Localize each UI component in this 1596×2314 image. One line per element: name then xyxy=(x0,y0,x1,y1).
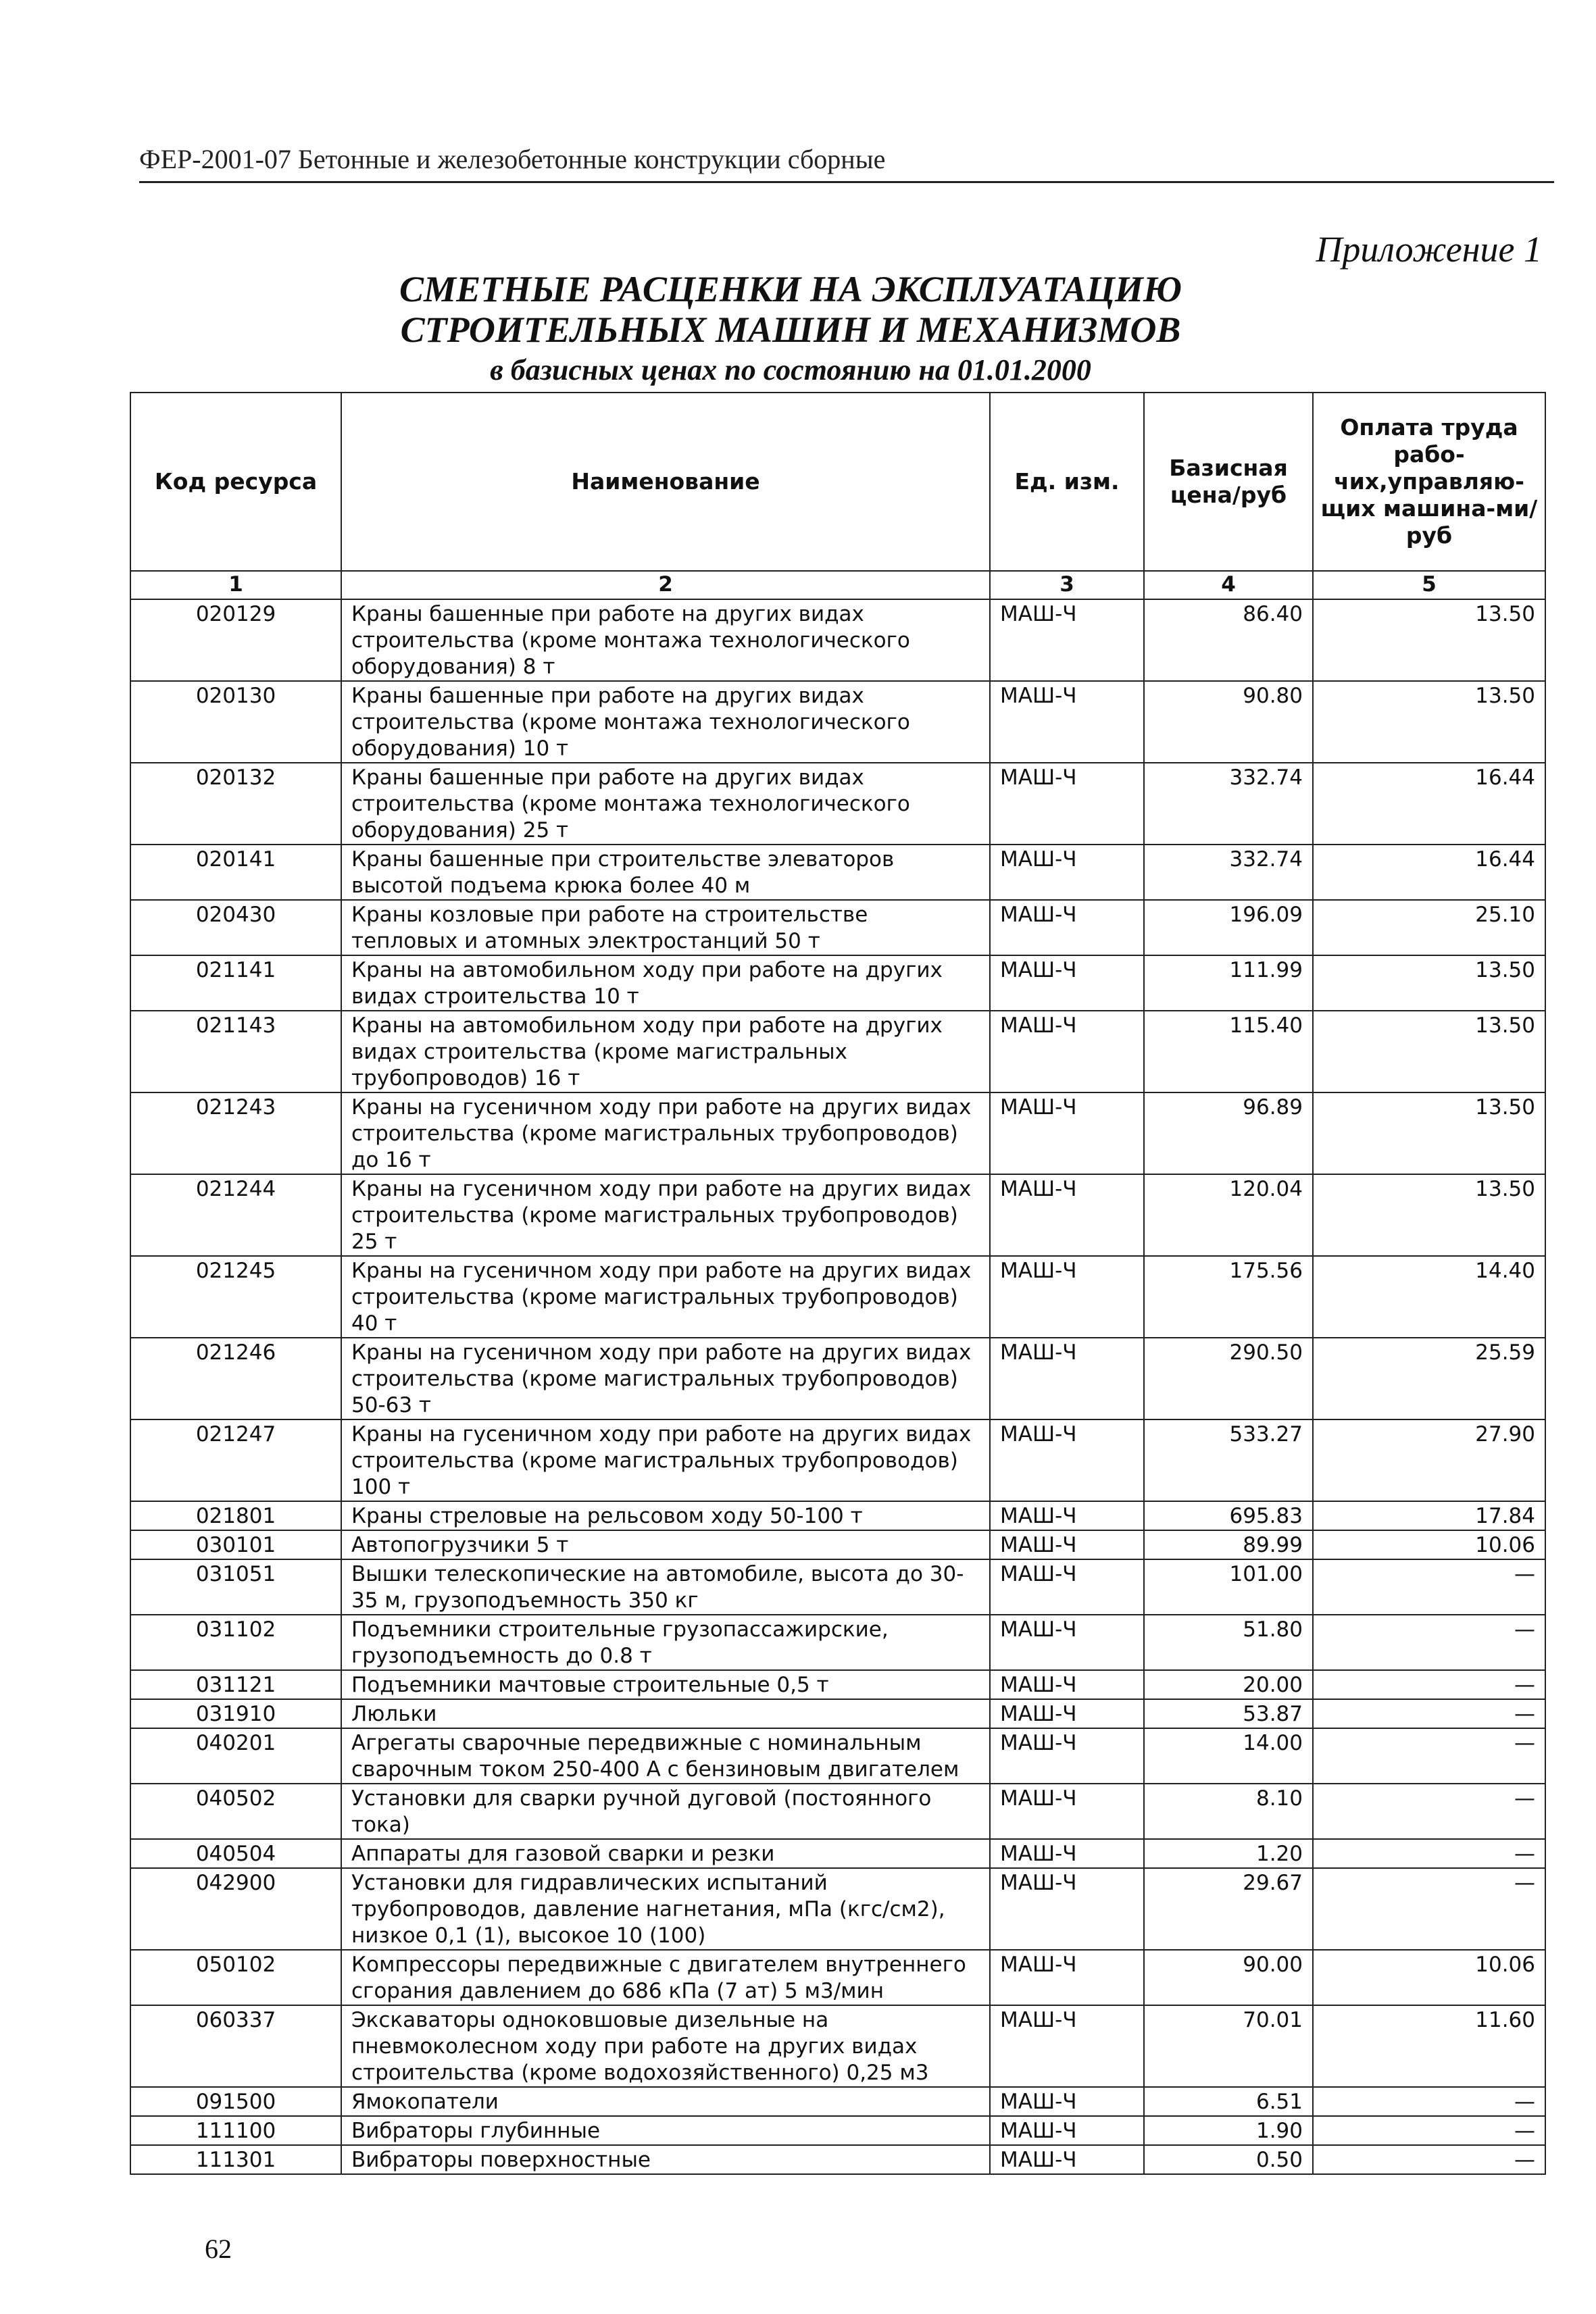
resource-name-cell: Краны башенные при строительстве элеваторов высотой подъема крюка более 40 м xyxy=(341,845,990,900)
resource-name-cell: Краны башенные при работе на других видах строительства (кроме монтажа технологического оборудования) 10 т xyxy=(341,681,990,763)
base-price-cell: 89.99 xyxy=(1144,1530,1313,1559)
resource-code-cell: 020132 xyxy=(130,763,341,845)
col-header-price: Базисная цена/руб xyxy=(1144,393,1313,571)
table-row xyxy=(130,1615,1545,1670)
resource-code-cell: 020430 xyxy=(130,900,341,955)
col-header-code: Код ресурса xyxy=(130,393,341,571)
unit-cell: МАШ-Ч xyxy=(990,1530,1144,1559)
table-row xyxy=(130,900,1545,955)
resource-name-cell: Агрегаты сварочные передвижные с номинальным сварочным током 250-400 А с бензиновым двигателем xyxy=(341,1728,990,1784)
page-number: 62 xyxy=(205,2234,232,2264)
operator-wage-cell: 13.50 xyxy=(1313,599,1545,681)
unit-cell: МАШ-Ч xyxy=(990,1419,1144,1501)
col-number: 5 xyxy=(1313,571,1545,599)
operator-wage-cell: 25.10 xyxy=(1313,900,1545,955)
base-price-cell: 111.99 xyxy=(1144,955,1313,1011)
resource-name-cell: Краны козловые при работе на строительстве тепловых и атомных электростанций 50 т xyxy=(341,900,990,955)
resource-name-cell: Вышки телескопические на автомобиле, высота до 30-35 м, грузоподъемность 350 кг xyxy=(341,1559,990,1615)
unit-cell: МАШ-Ч xyxy=(990,900,1144,955)
unit-cell: МАШ-Ч xyxy=(990,845,1144,900)
resource-code-cell: 031102 xyxy=(130,1615,341,1670)
unit-cell: МАШ-Ч xyxy=(990,1699,1144,1728)
resource-name-cell: Установки для гидравлических испытаний трубопроводов, давление нагнетания, мПа (кгс/см2), низкое 0,1 (1), высокое 10 (100) xyxy=(341,1868,990,1950)
base-price-cell: 1.90 xyxy=(1144,2116,1313,2145)
resource-name-cell: Краны на гусеничном ходу при работе на других видах строительства (кроме магистральных трубопроводов) 40 т xyxy=(341,1256,990,1338)
header-rule xyxy=(139,181,1554,183)
resource-code-cell: 050102 xyxy=(130,1950,341,2005)
unit-cell: МАШ-Ч xyxy=(990,1011,1144,1092)
unit-cell: МАШ-Ч xyxy=(990,1728,1144,1784)
column-number-row xyxy=(130,571,1545,599)
table-row xyxy=(130,1419,1545,1501)
base-price-cell: 51.80 xyxy=(1144,1615,1313,1670)
resource-code-cell: 040502 xyxy=(130,1784,341,1839)
operator-wage-cell: — xyxy=(1313,2087,1545,2116)
unit-cell: МАШ-Ч xyxy=(990,1174,1144,1256)
base-price-cell: 8.10 xyxy=(1144,1784,1313,1839)
base-price-cell: 86.40 xyxy=(1144,599,1313,681)
unit-cell: МАШ-Ч xyxy=(990,1559,1144,1615)
col-number: 1 xyxy=(130,571,341,599)
operator-wage-cell: 13.50 xyxy=(1313,1092,1545,1174)
resource-code-cell: 030101 xyxy=(130,1530,341,1559)
col-header-unit: Ед. изм. xyxy=(990,393,1144,571)
resource-name-cell: Краны на автомобильном ходу при работе на других видах строительства 10 т xyxy=(341,955,990,1011)
base-price-cell: 101.00 xyxy=(1144,1559,1313,1615)
table-row xyxy=(130,955,1545,1011)
table-row xyxy=(130,681,1545,763)
resource-name-cell: Краны на гусеничном ходу при работе на других видах строительства (кроме магистральных трубопроводов) до 16 т xyxy=(341,1092,990,1174)
table-row xyxy=(130,1174,1545,1256)
operator-wage-cell: 13.50 xyxy=(1313,1011,1545,1092)
col-number: 4 xyxy=(1144,571,1313,599)
resource-name-cell: Вибраторы глубинные xyxy=(341,2116,990,2145)
resource-name-cell: Краны стреловые на рельсовом ходу 50-100 т xyxy=(341,1501,990,1530)
base-price-cell: 1.20 xyxy=(1144,1839,1313,1868)
unit-cell: МАШ-Ч xyxy=(990,681,1144,763)
resource-code-cell: 021143 xyxy=(130,1011,341,1092)
base-price-cell: 533.27 xyxy=(1144,1419,1313,1501)
unit-cell: МАШ-Ч xyxy=(990,1670,1144,1699)
col-number: 3 xyxy=(990,571,1144,599)
resource-name-cell: Экскаваторы одноковшовые дизельные на пневмоколесном ходу при работе на других видах строительства (кроме водохозяйственного) 0,25 м3 xyxy=(341,2005,990,2087)
base-price-cell: 53.87 xyxy=(1144,1699,1313,1728)
document-subtitle: в базисных ценах по состоянию на 01.01.2000 xyxy=(490,353,1091,386)
unit-cell: МАШ-Ч xyxy=(990,1092,1144,1174)
base-price-cell: 0.50 xyxy=(1144,2145,1313,2174)
table-row xyxy=(130,1338,1545,1419)
col-header-name: Наименование xyxy=(341,393,990,571)
table-row xyxy=(130,1256,1545,1338)
base-price-cell: 695.83 xyxy=(1144,1501,1313,1530)
unit-cell: МАШ-Ч xyxy=(990,1784,1144,1839)
base-price-cell: 115.40 xyxy=(1144,1011,1313,1092)
base-price-cell: 175.56 xyxy=(1144,1256,1313,1338)
resource-code-cell: 040504 xyxy=(130,1839,341,1868)
title-line-2: СТРОИТЕЛЬНЫХ МАШИН И МЕХАНИЗМОВ xyxy=(400,309,1181,350)
unit-cell: МАШ-Ч xyxy=(990,1501,1144,1530)
table-row xyxy=(130,2116,1545,2145)
base-price-cell: 14.00 xyxy=(1144,1728,1313,1784)
operator-wage-cell: — xyxy=(1313,1784,1545,1839)
resource-code-cell: 020129 xyxy=(130,599,341,681)
resource-name-cell: Вибраторы поверхностные xyxy=(341,2145,990,2174)
table-row xyxy=(130,2145,1545,2174)
operator-wage-cell: 16.44 xyxy=(1313,763,1545,845)
base-price-cell: 90.00 xyxy=(1144,1950,1313,2005)
unit-cell: МАШ-Ч xyxy=(990,1868,1144,1950)
base-price-cell: 120.04 xyxy=(1144,1174,1313,1256)
operator-wage-cell: — xyxy=(1313,2145,1545,2174)
unit-cell: МАШ-Ч xyxy=(990,1950,1144,2005)
resource-code-cell: 031910 xyxy=(130,1699,341,1728)
table-row xyxy=(130,1839,1545,1868)
resource-code-cell: 091500 xyxy=(130,2087,341,2116)
unit-cell: МАШ-Ч xyxy=(990,2145,1144,2174)
table-row xyxy=(130,1784,1545,1839)
resource-name-cell: Краны башенные при работе на других видах строительства (кроме монтажа технологического оборудования) 25 т xyxy=(341,763,990,845)
operator-wage-cell: 13.50 xyxy=(1313,681,1545,763)
operator-wage-cell: 14.40 xyxy=(1313,1256,1545,1338)
resource-code-cell: 031121 xyxy=(130,1670,341,1699)
table-row xyxy=(130,1092,1545,1174)
resource-name-cell: Установки для сварки ручной дуговой (постоянного тока) xyxy=(341,1784,990,1839)
resource-code-cell: 031051 xyxy=(130,1559,341,1615)
table-header-row xyxy=(130,393,1545,571)
operator-wage-cell: 10.06 xyxy=(1313,1950,1545,2005)
resource-code-cell: 021244 xyxy=(130,1174,341,1256)
base-price-cell: 332.74 xyxy=(1144,763,1313,845)
base-price-cell: 196.09 xyxy=(1144,900,1313,955)
document-title xyxy=(162,269,1419,350)
operator-wage-cell: 13.50 xyxy=(1313,955,1545,1011)
operator-wage-cell: 13.50 xyxy=(1313,1174,1545,1256)
resource-code-cell: 060337 xyxy=(130,2005,341,2087)
table-row xyxy=(130,2005,1545,2087)
unit-cell: МАШ-Ч xyxy=(990,2005,1144,2087)
base-price-cell: 90.80 xyxy=(1144,681,1313,763)
resource-name-cell: Ямокопатели xyxy=(341,2087,990,2116)
operator-wage-cell: — xyxy=(1313,1615,1545,1670)
resource-code-cell: 020130 xyxy=(130,681,341,763)
table-row xyxy=(130,1728,1545,1784)
resource-name-cell: Краны на гусеничном ходу при работе на других видах строительства (кроме магистральных трубопроводов) 100 т xyxy=(341,1419,990,1501)
base-price-cell: 332.74 xyxy=(1144,845,1313,900)
base-price-cell: 290.50 xyxy=(1144,1338,1313,1419)
table-row xyxy=(130,1011,1545,1092)
operator-wage-cell: 10.06 xyxy=(1313,1530,1545,1559)
operator-wage-cell: — xyxy=(1313,2116,1545,2145)
running-header: ФЕР-2001-07 Бетонные и железобетонные конструкции сборные xyxy=(139,144,886,174)
table-body xyxy=(130,599,1545,2174)
unit-cell: МАШ-Ч xyxy=(990,1338,1144,1419)
resource-name-cell: Краны на гусеничном ходу при работе на других видах строительства (кроме магистральных трубопроводов) 25 т xyxy=(341,1174,990,1256)
operator-wage-cell: 27.90 xyxy=(1313,1419,1545,1501)
resource-name-cell: Люльки xyxy=(341,1699,990,1728)
base-price-cell: 29.67 xyxy=(1144,1868,1313,1950)
table-row xyxy=(130,1950,1545,2005)
table-row xyxy=(130,763,1545,845)
resource-code-cell: 021245 xyxy=(130,1256,341,1338)
resource-code-cell: 021801 xyxy=(130,1501,341,1530)
operator-wage-cell: 16.44 xyxy=(1313,845,1545,900)
table-row xyxy=(130,1670,1545,1699)
unit-cell: МАШ-Ч xyxy=(990,2087,1144,2116)
resource-name-cell: Краны башенные при работе на других видах строительства (кроме монтажа технологического оборудования) 8 т xyxy=(341,599,990,681)
table-row xyxy=(130,845,1545,900)
appendix-label: Приложение 1 xyxy=(1316,229,1542,270)
resource-code-cell: 021246 xyxy=(130,1338,341,1419)
table-row xyxy=(130,2087,1545,2116)
table-row xyxy=(130,1530,1545,1559)
resource-name-cell: Краны на гусеничном ходу при работе на других видах строительства (кроме магистральных трубопроводов) 50-63 т xyxy=(341,1338,990,1419)
operator-wage-cell: — xyxy=(1313,1699,1545,1728)
operator-wage-cell: 17.84 xyxy=(1313,1501,1545,1530)
resource-code-cell: 111301 xyxy=(130,2145,341,2174)
operator-wage-cell: — xyxy=(1313,1559,1545,1615)
base-price-cell: 70.01 xyxy=(1144,2005,1313,2087)
operator-wage-cell: — xyxy=(1313,1728,1545,1784)
resource-code-cell: 021243 xyxy=(130,1092,341,1174)
unit-cell: МАШ-Ч xyxy=(990,599,1144,681)
col-number: 2 xyxy=(341,571,990,599)
unit-cell: МАШ-Ч xyxy=(990,1256,1144,1338)
unit-cell: МАШ-Ч xyxy=(990,2116,1144,2145)
base-price-cell: 20.00 xyxy=(1144,1670,1313,1699)
unit-cell: МАШ-Ч xyxy=(990,763,1144,845)
col-header-wage: Оплата труда рабо-чих,управляю-щих машина-ми/руб xyxy=(1313,393,1545,571)
base-price-cell: 96.89 xyxy=(1144,1092,1313,1174)
machine-rates-table xyxy=(130,392,1546,2175)
resource-code-cell: 021141 xyxy=(130,955,341,1011)
title-line-1: СМЕТНЫЕ РАСЦЕНКИ НА ЭКСПЛУАТАЦИЮ xyxy=(399,269,1182,309)
unit-cell: МАШ-Ч xyxy=(990,1615,1144,1670)
table-row xyxy=(130,1699,1545,1728)
operator-wage-cell: — xyxy=(1313,1868,1545,1950)
operator-wage-cell: — xyxy=(1313,1839,1545,1868)
table-row xyxy=(130,1868,1545,1950)
base-price-cell: 6.51 xyxy=(1144,2087,1313,2116)
resource-code-cell: 042900 xyxy=(130,1868,341,1950)
resource-code-cell: 021247 xyxy=(130,1419,341,1501)
unit-cell: МАШ-Ч xyxy=(990,955,1144,1011)
table-row xyxy=(130,599,1545,681)
operator-wage-cell: — xyxy=(1313,1670,1545,1699)
resource-name-cell: Аппараты для газовой сварки и резки xyxy=(341,1839,990,1868)
resource-code-cell: 040201 xyxy=(130,1728,341,1784)
unit-cell: МАШ-Ч xyxy=(990,1839,1144,1868)
resource-code-cell: 020141 xyxy=(130,845,341,900)
resource-name-cell: Подъемники строительные грузопассажирские, грузоподъемность до 0.8 т xyxy=(341,1615,990,1670)
resource-code-cell: 111100 xyxy=(130,2116,341,2145)
resource-name-cell: Автопогрузчики 5 т xyxy=(341,1530,990,1559)
operator-wage-cell: 11.60 xyxy=(1313,2005,1545,2087)
operator-wage-cell: 25.59 xyxy=(1313,1338,1545,1419)
resource-name-cell: Краны на автомобильном ходу при работе на других видах строительства (кроме магистральных трубопроводов) 16 т xyxy=(341,1011,990,1092)
resource-name-cell: Подъемники мачтовые строительные 0,5 т xyxy=(341,1670,990,1699)
resource-name-cell: Компрессоры передвижные с двигателем внутреннего сгорания давлением до 686 кПа (7 ат) 5 м3/мин xyxy=(341,1950,990,2005)
table-row xyxy=(130,1559,1545,1615)
table-row xyxy=(130,1501,1545,1530)
